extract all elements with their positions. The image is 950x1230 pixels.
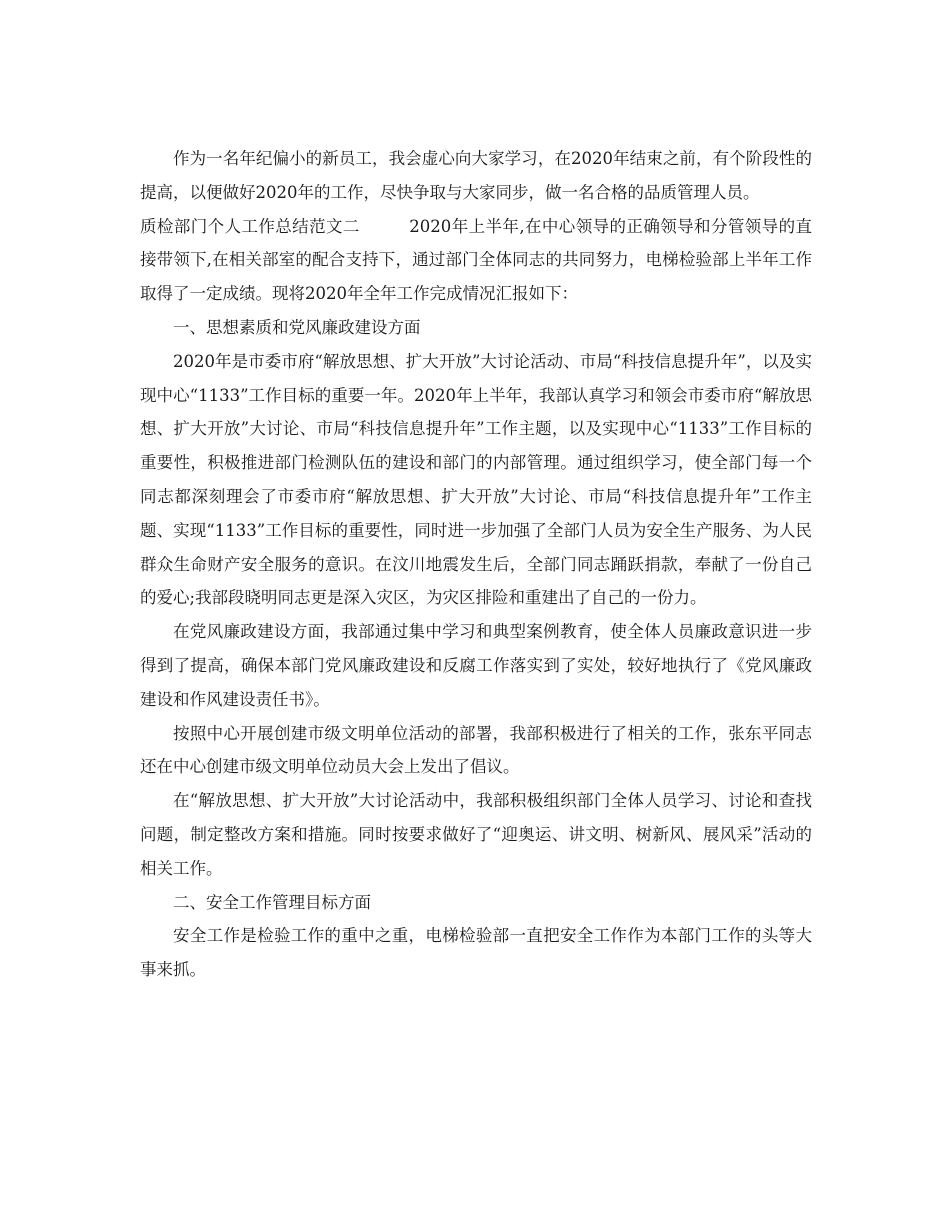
- intro-text: 2020年上半年,在中心领导的正确领导和分管领导的直接带领下,在相关部室的配合支持下，通过部门全体同志的共同努力，电梯检验部上半年工作取得了一定成绩。现将2020年全年工作完成情况汇报如下：: [140, 216, 812, 304]
- paragraph-civilized-unit: 按照中心开展创建市级文明单位活动的部署，我部积极进行了相关的工作，张东平同志还在中心创建市级文明单位动员大会上发出了倡议。: [140, 723, 812, 777]
- paragraph-title-intro: [140, 210, 812, 311]
- paragraph-integrity: 在党风廉政建设方面，我部通过集中学习和典型案例教育，使全体人员廉政意识进一步得到了提高，确保本部门党风廉政建设和反腐工作落实到了实处，较好地执行了《党风廉政建设和作风建设责任书》。: [140, 622, 812, 709]
- paragraph-discussion-activity: 在“解放思想、扩大开放”大讨论活动中，我部积极组织部门全体人员学习、讨论和查找问题，制定整改方案和措施。同时按要求做好了“迎奥运、讲文明、树新风、展风采”活动的相关工作。: [140, 791, 812, 878]
- section-title: 质检部门个人工作总结范文二: [140, 216, 360, 236]
- heading-safety: 二、安全工作管理目标方面: [173, 892, 371, 912]
- heading-ideology: 一、思想素质和党风廉政建设方面: [173, 317, 421, 337]
- paragraph-new-employee: 作为一名年纪偏小的新员工，我会虚心向大家学习，在2020年结束之前，有个阶段性的提高，以便做好2020年的工作，尽快争取与大家同步，做一名合格的品质管理人员。: [140, 149, 812, 202]
- document-body: [140, 142, 812, 987]
- paragraph-ideology-detail: 2020年是市委市府“解放思想、扩大开放”大讨论活动、市局“科技信息提升年”，以及实现中心“1133”工作目标的重要一年。2020年上半年，我部认真学习和领会市委市府“解放思想、扩大开放”大讨论、市局“科技信息提升年”工作主题，以及实现中心“1133”工作目标的重要性，积极推进部门检测队伍的建设和部门的内部管理。通过组织学习，使全部门每一个同志都深刻理会了市委市府“解放思想、扩大开放”大讨论、市局“科技信息提升年”工作主题、实现“1133”工作目标的重要性，同时进一步加强了全部门人员为安全生产服务、为人民群众生命财产安全服务的意识。在汶川地震发生后，全部门同志踊跃捐款，奉献了一份自己的爱心;我部段晓明同志更是深入灾区，为灾区排险和重建出了自己的一份力。: [140, 351, 812, 608]
- paragraph-safety: 安全工作是检验工作的重中之重，电梯检验部一直把安全工作作为本部门工作的头等大事来抓。: [140, 926, 812, 980]
